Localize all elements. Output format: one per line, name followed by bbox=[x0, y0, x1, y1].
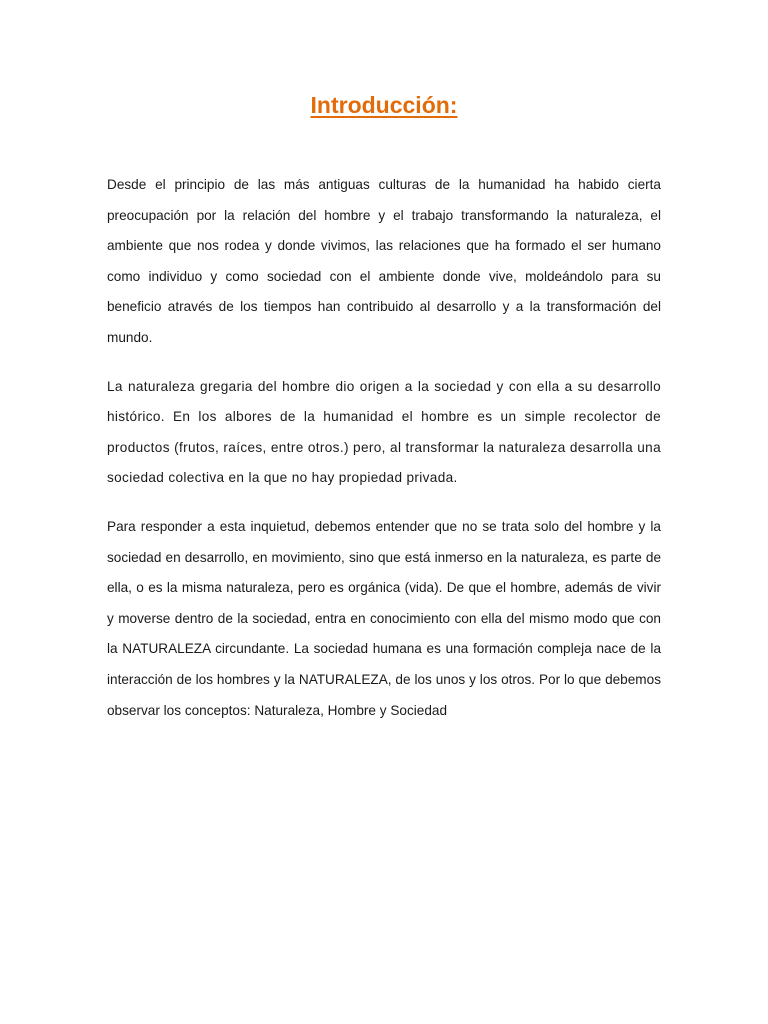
paragraph-concepts: Para responder a esta inquietud, debemos entender que no se trata solo del hombre y la sociedad en desarrollo, en movimiento, sino que está inmerso en la naturaleza, es parte de ella, o es la misma naturaleza, pero es orgánica (vida). De que el hombre, además de vivir y moverse dentro de la sociedad, entra en conocimiento con ella del mismo modo que con la NATURALEZA circundante. La sociedad humana es una formación compleja nace de la interacción de los hombres y la NATURALEZA, de los unos y los otros. Por lo que debemos observar los conceptos: Naturaleza, Hombre y Sociedad bbox=[107, 518, 661, 718]
document-body bbox=[107, 170, 661, 744]
document-title bbox=[0, 92, 768, 119]
paragraph-gregarious-nature: La naturaleza gregaria del hombre dio origen a la sociedad y con ella a su desarrollo histórico. En los albores de la humanidad el hombre es un simple recolector de productos (frutos, raíces, entre otros.) pero, al transformar la naturaleza desarrolla una sociedad colectiva en la que no hay propiedad privada. bbox=[107, 378, 661, 486]
paragraph-intro: Desde el principio de las más antiguas culturas de la humanidad ha habido cierta preocupación por la relación del hombre y el trabajo transformando la naturaleza, el ambiente que nos rodea y donde vivimos, las relaciones que ha formado el ser humano como individuo y como sociedad con el ambiente donde vive, moldeándolo para su beneficio através de los tiempos han contribuido al desarrollo y a la transformación del mundo. bbox=[107, 177, 661, 345]
document-title-text: Introducción: bbox=[310, 92, 458, 118]
